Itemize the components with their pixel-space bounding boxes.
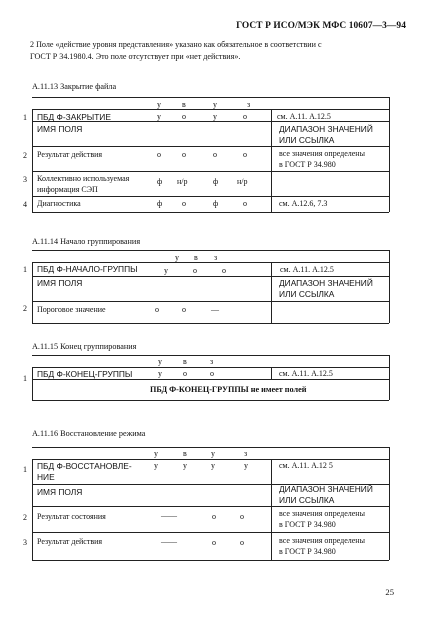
col-header: у (211, 449, 215, 458)
row-name: ПБД Ф-КОНЕЦ-ГРУППЫ (37, 369, 133, 379)
row-ref: ДИАПАЗОН ЗНАЧЕНИЙ (279, 124, 373, 134)
row-ref: ИЛИ ССЫЛКА (279, 289, 335, 299)
col-header: у (158, 357, 162, 366)
row-value: о (210, 369, 214, 378)
col-header: в (194, 253, 198, 262)
row-number: 4 (23, 200, 27, 209)
col-header: з (210, 357, 214, 366)
document-header: ГОСТ Р ИСО/МЭК МФС 10607—3—94 (236, 21, 406, 31)
col-header: з (214, 253, 218, 262)
row-number: 1 (23, 465, 27, 474)
row-value: н/р (237, 177, 248, 186)
row-ref: см. А.12.6, 7.3 (279, 199, 328, 208)
table-rule (32, 171, 389, 172)
row-value: о (243, 150, 247, 159)
col-header: в (183, 357, 187, 366)
row-name: Результат действия (37, 537, 103, 546)
row-name: ИМЯ ПОЛЯ (37, 487, 83, 497)
table-rule (32, 400, 389, 401)
table-rule (32, 301, 389, 302)
row-value: о (183, 369, 187, 378)
row-ref: в ГОСТ Р 34.980 (279, 520, 336, 529)
row-value: у (164, 266, 168, 275)
table-rule (32, 560, 389, 561)
note-line-1: 2 Поле «действие уровня представления» указано как обязательное в соответствии с (30, 40, 322, 49)
row-name: ИМЯ ПОЛЯ (37, 124, 83, 134)
row-value: у (158, 369, 162, 378)
row-name: Коллективно используемая (37, 174, 130, 183)
row-value: у (213, 112, 217, 121)
table-rule (271, 367, 272, 379)
section-title-a11-15: А.11.15 Конец группирования (32, 342, 137, 351)
row-value: о (222, 266, 226, 275)
row-value: — (211, 305, 219, 314)
row-value: о (182, 305, 186, 314)
section-title-a11-14: А.11.14 Начало группирования (32, 237, 141, 246)
table-rule (32, 276, 389, 277)
table-rule (32, 447, 389, 448)
row-number: 2 (23, 513, 27, 522)
row-value: ф (213, 177, 219, 186)
row-ref: см. А.11. А.12.5 (280, 265, 334, 274)
col-header: у (154, 449, 158, 458)
row-number: 2 (23, 151, 27, 160)
col-header: в (183, 449, 187, 458)
row-value: у (157, 112, 161, 121)
table-rule (32, 379, 389, 380)
row-ref: в ГОСТ Р 34.980 (279, 547, 336, 556)
table-rule (389, 97, 390, 212)
row-value: о (240, 512, 244, 521)
row-name: Диагностика (37, 199, 81, 208)
table-rule (389, 355, 390, 400)
no-fields-note: ПБД Ф-КОНЕЦ-ГРУППЫ не имеет полей (150, 385, 307, 394)
table-rule (271, 459, 272, 560)
table-rule (32, 146, 389, 147)
row-name: Результат действия (37, 150, 103, 159)
table-rule (389, 250, 390, 323)
row-number: 1 (23, 113, 27, 122)
row-ref: см. А.11. А.12.5 (279, 369, 333, 378)
row-number: 1 (23, 265, 27, 274)
row-ref: все значения определены (279, 149, 365, 158)
row-value: у (183, 461, 187, 470)
row-value: о (240, 538, 244, 547)
page-number: 25 (385, 587, 394, 597)
row-value: о (193, 266, 197, 275)
table-rule (32, 459, 33, 560)
table-rule (32, 212, 389, 213)
table-rule (32, 367, 389, 368)
section-title-a11-16: А.11.16 Восстановление режима (32, 429, 146, 438)
table-rule (32, 506, 389, 507)
row-value: о (213, 150, 217, 159)
row-number: 3 (23, 175, 27, 184)
row-ref: ИЛИ ССЫЛКА (279, 495, 335, 505)
row-value: о (155, 305, 159, 314)
table-rule (32, 532, 389, 533)
row-ref: см. А.11. А.12.5 (277, 112, 331, 121)
row-value: о (212, 538, 216, 547)
row-value: ф (157, 177, 163, 186)
row-value: о (243, 199, 247, 208)
note-line-2: ГОСТ Р 34.1980.4. Это поле отсутствует при «нет действия». (30, 52, 241, 61)
row-name: ПБД Ф-ЗАКРЫТИЕ (37, 112, 111, 122)
row-value: о (182, 150, 186, 159)
row-number: 3 (23, 538, 27, 547)
row-value: н/р (177, 177, 188, 186)
row-value: о (157, 150, 161, 159)
col-header: з (244, 449, 248, 458)
table-rule (32, 97, 389, 98)
table-rule (32, 459, 389, 460)
row-number: 2 (23, 304, 27, 313)
col-header: у (175, 253, 179, 262)
col-header: з (247, 100, 251, 109)
col-header: у (157, 100, 161, 109)
row-name: информация СЭП (37, 185, 98, 194)
row-value: о (212, 512, 216, 521)
col-header: у (213, 100, 217, 109)
row-value: у (244, 461, 248, 470)
row-name: ИМЯ ПОЛЯ (37, 278, 83, 288)
row-name: Пороговое значение (37, 305, 106, 314)
table-rule (32, 262, 33, 323)
table-rule (32, 262, 389, 263)
table-rule (32, 367, 33, 400)
row-ref: ДИАПАЗОН ЗНАЧЕНИЙ (279, 484, 373, 494)
row-name: ПБД Ф-ВОССТАНОВЛЕ- (37, 461, 132, 471)
row-value: ____ (161, 535, 177, 544)
row-ref: ДИАПАЗОН ЗНАЧЕНИЙ (279, 278, 373, 288)
row-value: ф (213, 199, 219, 208)
row-name: Результат состояния (37, 512, 106, 521)
row-value: ____ (161, 509, 177, 518)
row-name: ПБД Ф-НАЧАЛО-ГРУППЫ (37, 264, 138, 274)
table-rule (32, 323, 389, 324)
col-header: в (182, 100, 186, 109)
row-ref: в ГОСТ Р 34.980 (279, 160, 336, 169)
row-value: о (182, 112, 186, 121)
row-value: о (243, 112, 247, 121)
row-name: НИЕ (37, 472, 55, 482)
row-ref: ИЛИ ССЫЛКА (279, 135, 335, 145)
row-number: 1 (23, 374, 27, 383)
row-value: ф (157, 199, 163, 208)
table-rule (389, 447, 390, 560)
row-value: о (182, 199, 186, 208)
row-value: у (154, 461, 158, 470)
row-ref: все значения определены (279, 536, 365, 545)
section-title-a11-13: А.11.13 Закрытие файла (32, 82, 117, 91)
row-ref: все значения определены (279, 509, 365, 518)
table-rule (271, 262, 272, 323)
table-rule (32, 355, 389, 356)
row-ref: см. А.11. А.12 5 (279, 461, 333, 470)
row-value: у (211, 461, 215, 470)
table-rule (32, 250, 389, 251)
table-rule (32, 109, 389, 110)
table-rule (32, 196, 389, 197)
